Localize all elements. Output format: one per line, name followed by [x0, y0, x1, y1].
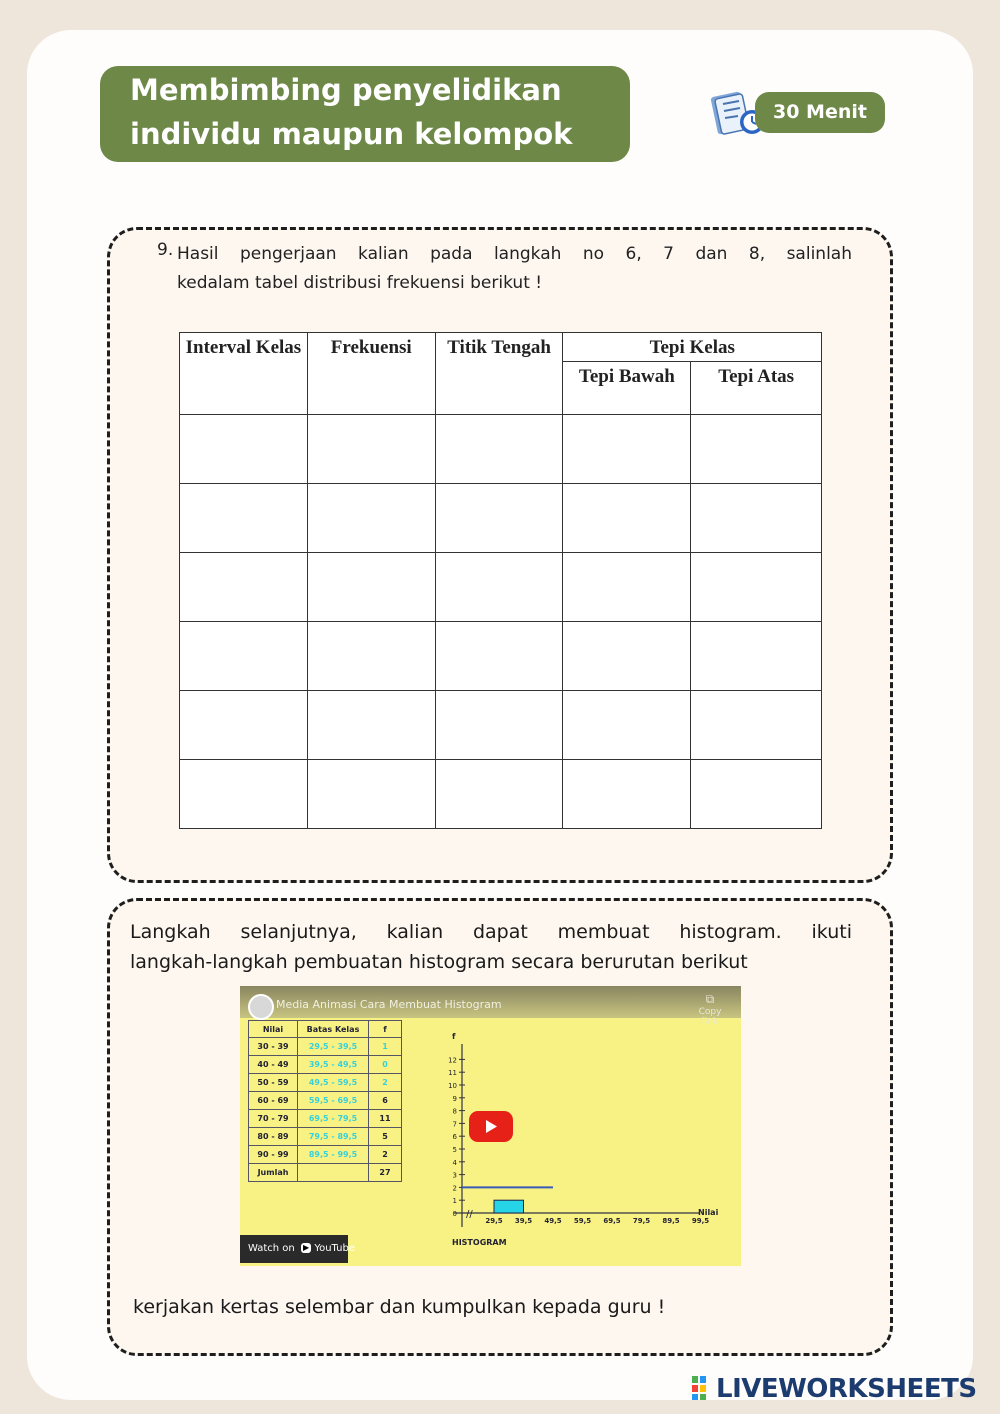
histogram-instructions — [130, 917, 852, 977]
video-cell: 2 — [369, 1074, 402, 1092]
title-line-1: Membimbing penyelidikan — [130, 73, 562, 107]
instruction-line-2: langkah-langkah pembuatan histogram secara berurutan berikut — [130, 951, 748, 973]
table-cell[interactable] — [691, 415, 822, 484]
table-cell[interactable] — [307, 760, 435, 829]
table-cell[interactable] — [180, 415, 308, 484]
table-row — [180, 691, 822, 760]
x-tick-label: 89,5 — [662, 1217, 680, 1225]
header-frekuensi: Frekuensi — [307, 333, 435, 415]
table-cell[interactable] — [180, 553, 308, 622]
table-cell[interactable] — [563, 691, 691, 760]
video-cell: 69,5 - 79,5 — [298, 1110, 369, 1128]
table-cell[interactable] — [563, 484, 691, 553]
table-row — [180, 553, 822, 622]
y-tick-label: 7 — [452, 1120, 457, 1129]
video-cell: 79,5 - 89,5 — [298, 1128, 369, 1146]
y-tick-label: 1 — [452, 1197, 457, 1206]
table-cell[interactable] — [180, 760, 308, 829]
table-cell[interactable] — [435, 415, 563, 484]
video-cell: 0 — [369, 1056, 402, 1074]
y-tick-label: 5 — [452, 1146, 457, 1154]
frequency-distribution-table — [179, 332, 822, 829]
video-cell: 40 - 49 — [249, 1056, 298, 1074]
y-tick-label: 3 — [452, 1171, 457, 1180]
video-total-label: Jumlah — [249, 1164, 298, 1182]
video-col-batas: Batas Kelas — [298, 1021, 369, 1038]
y-axis-label: f — [452, 1032, 456, 1041]
copy-icon: ⧉ — [705, 992, 715, 1006]
x-tick-label: 29,5 — [485, 1217, 503, 1225]
video-cell: 89,5 - 99,5 — [298, 1146, 369, 1164]
youtube-label: YouTube — [314, 1243, 355, 1254]
video-cell: 90 - 99 — [249, 1146, 298, 1164]
y-tick-label: 9 — [452, 1094, 457, 1103]
table-cell[interactable] — [563, 415, 691, 484]
video-cell: 80 - 89 — [249, 1128, 298, 1146]
x-tick-label: 79,5 — [632, 1217, 651, 1225]
header-interval-kelas: Interval Kelas — [180, 333, 308, 415]
video-cell: 30 - 39 — [249, 1038, 298, 1056]
axis-break-mark: // — [466, 1209, 473, 1220]
video-cell: 50 - 59 — [249, 1074, 298, 1092]
video-cell: 39,5 - 49,5 — [298, 1056, 369, 1074]
table-cell[interactable] — [435, 553, 563, 622]
duration-badge: 30 Menit — [755, 92, 885, 133]
video-cell: 1 — [369, 1038, 402, 1056]
video-cell: 11 — [369, 1110, 402, 1128]
table-cell[interactable] — [435, 691, 563, 760]
table-cell[interactable] — [180, 691, 308, 760]
y-tick-label: 0 — [452, 1210, 457, 1218]
watch-on-youtube-button[interactable] — [240, 1235, 355, 1263]
histogram-caption: HISTOGRAM — [452, 1238, 507, 1247]
y-tick-label: 12 — [448, 1056, 457, 1065]
y-tick-label: 6 — [452, 1133, 457, 1142]
video-cell: 60 - 69 — [249, 1092, 298, 1110]
x-tick-label: 39,5 — [514, 1217, 533, 1225]
table-cell[interactable] — [691, 622, 822, 691]
header-tepi-bawah: Tepi Bawah — [563, 362, 691, 415]
video-title[interactable]: Media Animasi Cara Membuat Histogram — [276, 998, 502, 1011]
play-button[interactable] — [469, 1111, 513, 1142]
x-tick-label: 59,5 — [573, 1217, 592, 1225]
video-col-nilai: Nilai — [249, 1021, 298, 1038]
header-tepi-kelas: Tepi Kelas — [563, 333, 822, 362]
video-cell: 59,5 - 69,5 — [298, 1092, 369, 1110]
x-tick-label: 99,5 — [691, 1217, 710, 1225]
table-cell[interactable] — [691, 484, 822, 553]
video-total-value: 27 — [369, 1164, 402, 1182]
brand-name: LIVEWORKSHEETS — [716, 1374, 977, 1404]
video-cell: 29,5 - 39,5 — [298, 1038, 369, 1056]
table-cell[interactable] — [563, 622, 691, 691]
table-row — [180, 760, 822, 829]
play-icon — [469, 1111, 513, 1142]
y-tick-label: 2 — [452, 1184, 457, 1193]
question-number: 9. — [157, 240, 174, 260]
question-text — [177, 240, 852, 298]
instruction-line-1: Langkah selanjutnya, kalian dapat membuat histogram. ikuti — [130, 921, 852, 943]
table-row — [180, 415, 822, 484]
table-cell[interactable] — [691, 760, 822, 829]
video-col-f: f — [369, 1021, 402, 1038]
section-title — [100, 66, 630, 162]
table-cell[interactable] — [435, 760, 563, 829]
title-line-2: individu maupun kelompok — [130, 117, 573, 151]
question-line-2: kedalam tabel distribusi frekuensi berikut ! — [177, 273, 543, 293]
video-cell: 6 — [369, 1092, 402, 1110]
y-tick-label: 11 — [448, 1069, 457, 1078]
liveworksheets-icon — [692, 1376, 714, 1400]
question-line-1: Hasil pengerjaan kalian pada langkah no 6, 7 dan 8, salinlah — [177, 244, 852, 264]
copy-link-label: Copy link — [698, 1007, 722, 1027]
y-tick-label: 8 — [452, 1107, 457, 1116]
table-cell[interactable] — [307, 484, 435, 553]
video-cell: 5 — [369, 1128, 402, 1146]
header-titik-tengah: Titik Tengah — [435, 333, 563, 415]
table-cell[interactable] — [563, 760, 691, 829]
youtube-video-embed[interactable] — [240, 986, 741, 1266]
liveworksheets-logo — [692, 1374, 977, 1404]
x-tick-label: 69,5 — [603, 1217, 621, 1225]
youtube-logo-icon: ▶ — [302, 1243, 310, 1252]
x-tick-label: 49,5 — [544, 1217, 562, 1225]
y-tick-label: 10 — [448, 1082, 457, 1090]
table-cell[interactable] — [307, 553, 435, 622]
video-cell: 49,5 - 59,5 — [298, 1074, 369, 1092]
y-tick-label: 4 — [452, 1158, 457, 1167]
table-cell[interactable] — [435, 484, 563, 553]
header-tepi-atas: Tepi Atas — [691, 362, 822, 415]
table-cell[interactable] — [180, 622, 308, 691]
table-row — [180, 622, 822, 691]
table-cell[interactable] — [691, 553, 822, 622]
table-cell[interactable] — [307, 691, 435, 760]
video-cell: 2 — [369, 1146, 402, 1164]
table-cell[interactable] — [563, 553, 691, 622]
table-cell[interactable] — [307, 415, 435, 484]
table-cell[interactable] — [180, 484, 308, 553]
histogram-bar — [494, 1200, 524, 1213]
table-cell[interactable] — [307, 622, 435, 691]
video-cell: 70 - 79 — [249, 1110, 298, 1128]
footer-instruction: kerjakan kertas selembar dan kumpulkan kepada guru ! — [133, 1296, 666, 1318]
table-cell[interactable] — [691, 691, 822, 760]
table-row — [180, 484, 822, 553]
table-cell[interactable] — [435, 622, 563, 691]
x-axis-label: Nilai — [698, 1208, 719, 1217]
watch-on-label: Watch on — [248, 1243, 295, 1254]
